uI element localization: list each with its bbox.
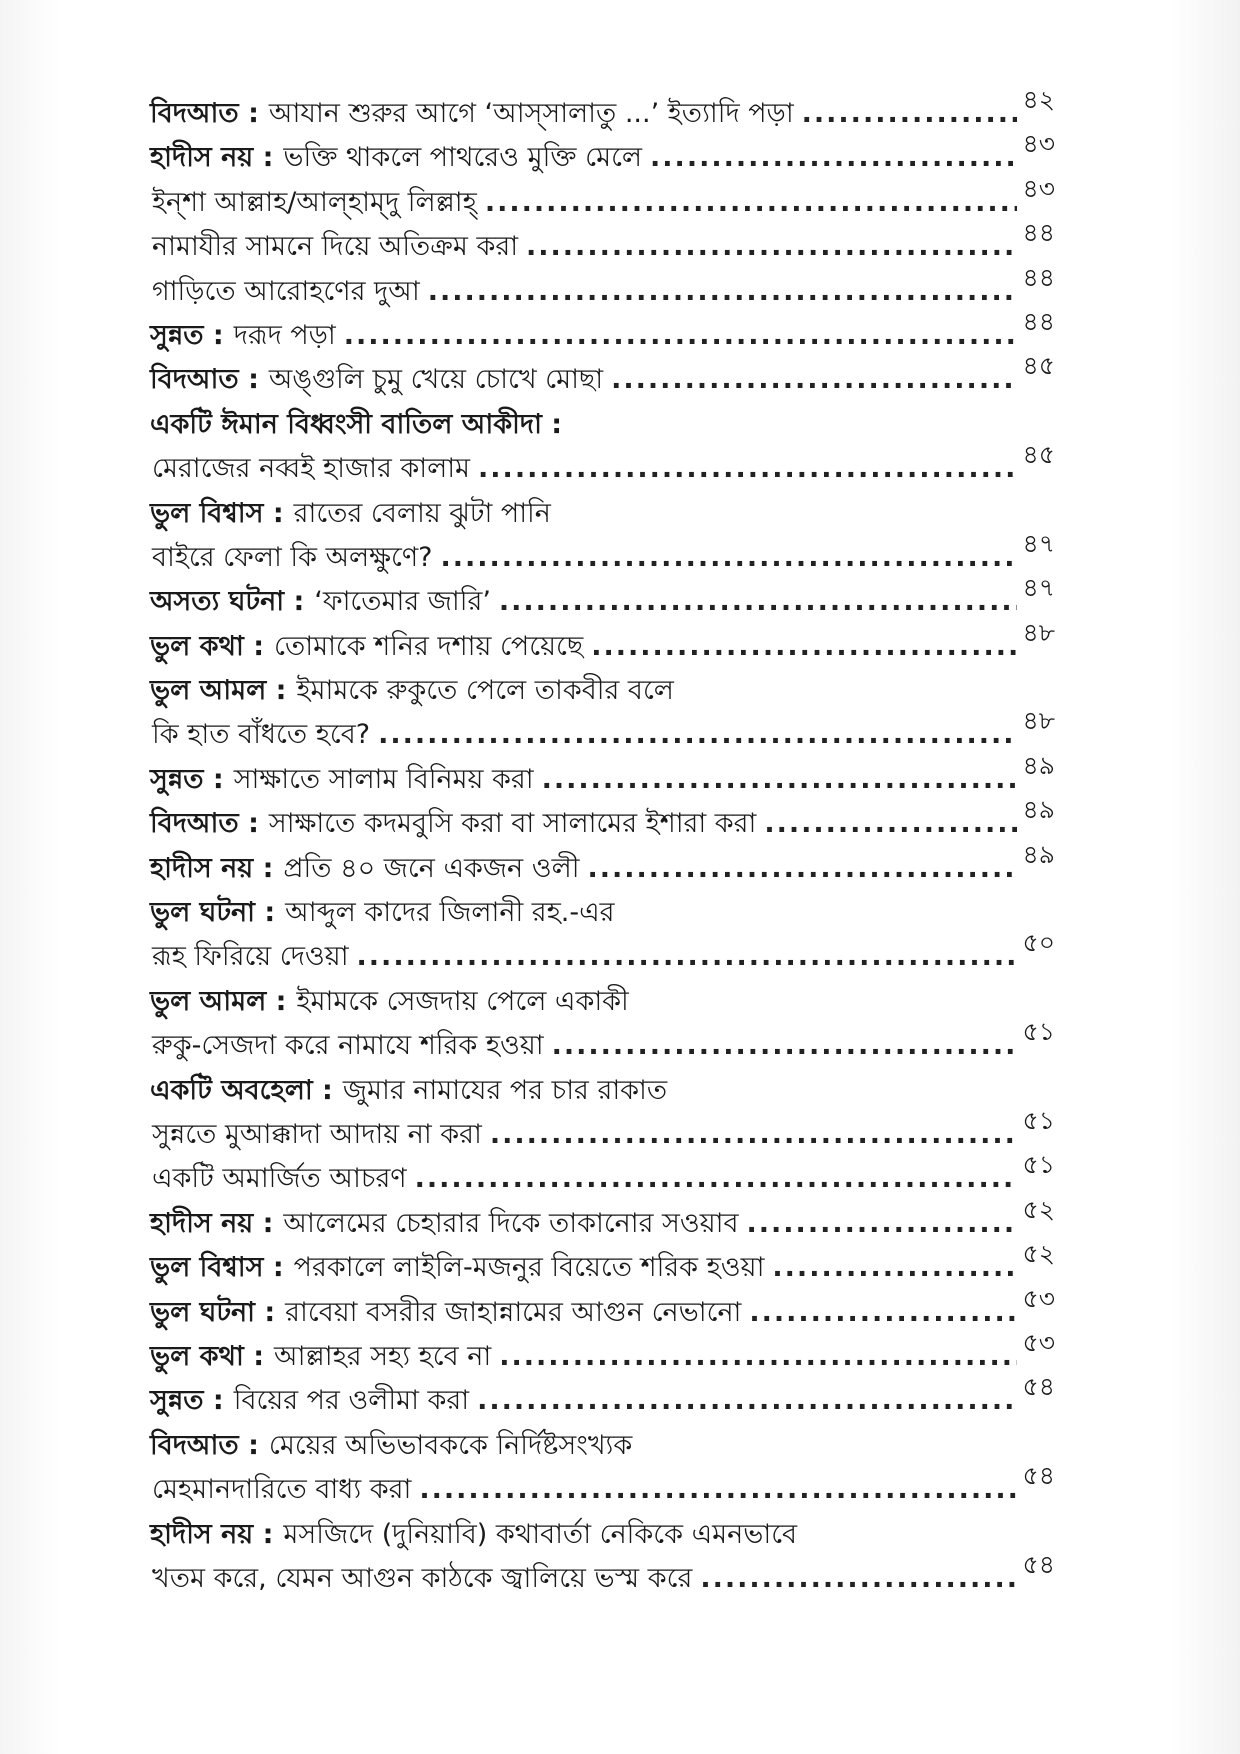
- dot-leader: [764, 802, 1016, 846]
- dot-leader: [485, 181, 1017, 225]
- toc-entry: [150, 129, 1055, 180]
- toc-page-number: ৫৪: [1022, 1372, 1055, 1402]
- toc-entry-label: সুন্নত :: [150, 319, 224, 351]
- toc-entry-title: মেরাজের নব্বই হাজার কালাম: [152, 453, 471, 485]
- toc-entry: [150, 1283, 1055, 1335]
- toc-entry-title: গাড়িতে আরোহণের দুআ: [152, 275, 420, 307]
- toc-entry: [150, 839, 1055, 891]
- toc-page-number: ৪৭: [1022, 573, 1055, 603]
- toc-entry-title: আব্দুল কাদের জিলানী রহ.-এর: [285, 897, 615, 929]
- toc-page-number: ৫৩: [1022, 1283, 1055, 1313]
- toc-entry: [150, 928, 1055, 979]
- toc-page-number: ৪৩: [1022, 173, 1055, 203]
- toc-entry: [150, 1372, 1055, 1423]
- toc-entry: [150, 1327, 1055, 1379]
- toc-page-number: ৪৪: [1022, 262, 1055, 292]
- toc-entry-title: একটি অমার্জিত আচরণ: [152, 1163, 407, 1195]
- toc-entry-label: ভুল ঘটনা :: [150, 1296, 276, 1328]
- toc-page-number: ৫২: [1022, 1194, 1055, 1224]
- toc-entry-title: রাবেয়া বসরীর জাহান্নামের আগুন নেভানো: [285, 1296, 742, 1328]
- toc-entry-label: বিদআত :: [150, 808, 259, 840]
- toc-entry: [150, 262, 1055, 314]
- toc-entry: [150, 1017, 1055, 1068]
- toc-entry-title: মসজিদে (দুনিয়াবি) কথাবার্তা নেকিকে এমনভাবে: [283, 1518, 798, 1550]
- toc-page-number: ৪৪: [1022, 218, 1055, 248]
- toc-entry: [150, 750, 1055, 802]
- dot-leader: [747, 1202, 1017, 1246]
- toc-entry-title: রুকু-সেজদা করে নামাযে শরিক হওয়া: [152, 1030, 544, 1062]
- toc-entry-label: একটি অবহেলা :: [150, 1074, 333, 1106]
- toc-page-number: ৪৯: [1022, 750, 1055, 780]
- toc-entry-label: ভুল বিশ্বাস :: [150, 1252, 284, 1284]
- toc-entry-label: ভুল আমল :: [150, 675, 287, 707]
- table-of-contents: [150, 85, 1055, 1601]
- toc-entry: [150, 795, 1055, 846]
- toc-page-number: ৫২: [1022, 1239, 1055, 1269]
- toc-entry: [150, 1150, 1055, 1201]
- toc-page-number: ৪৯: [1022, 839, 1055, 869]
- toc-entry-label: হাদীস নয় :: [150, 142, 274, 174]
- toc-entry-label: বিদআত :: [150, 98, 259, 129]
- toc-entry-title: আল্লাহর সহ্য হবে না: [274, 1340, 492, 1372]
- toc-entry-label: হাদীস নয় :: [150, 852, 274, 884]
- dot-leader: [552, 1024, 1017, 1068]
- dot-leader: [587, 847, 1016, 891]
- toc-entry: [150, 1461, 1055, 1512]
- toc-page-number: ৫১: [1022, 1017, 1055, 1047]
- dot-leader: [499, 580, 1017, 624]
- toc-entry: [150, 528, 1055, 580]
- toc-entry-label: একটি ঈমান বিধ্বংসী বাতিল আকীদা :: [150, 408, 563, 440]
- toc-entry: [150, 1069, 1055, 1113]
- toc-entry-label: হাদীস নয় :: [150, 1207, 274, 1239]
- toc-entry-label: সুন্নত :: [150, 763, 224, 795]
- toc-entry-title: জুমার নামাযের পর চার রাকাত: [342, 1074, 668, 1106]
- dot-leader: [749, 1291, 1016, 1335]
- toc-page-number: ৪৩: [1022, 129, 1055, 159]
- toc-entry-label: ভুল বিশ্বাস :: [150, 497, 284, 529]
- toc-entry-title: ‘ফাতেমার জারি’: [314, 586, 491, 618]
- toc-entry-label: ভুল কথা :: [150, 1340, 265, 1372]
- toc-page-number: ৫৪: [1022, 1461, 1055, 1491]
- toc-entry-title: দরূদ পড়া: [233, 319, 336, 351]
- toc-entry-label: ভুল আমল :: [150, 985, 287, 1017]
- toc-entry: [150, 980, 1055, 1024]
- toc-entry: [150, 1513, 1055, 1557]
- toc-page-number: ৫৪: [1022, 1549, 1055, 1579]
- toc-entry: [150, 1239, 1055, 1290]
- dot-leader: [477, 1379, 1016, 1423]
- toc-page-number: ৫১: [1022, 1150, 1055, 1180]
- dot-leader: [526, 225, 1017, 269]
- toc-entry-title: ভক্তি থাকলে পাথরেও মুক্তি মেলে: [283, 142, 643, 174]
- dot-leader: [611, 358, 1016, 402]
- toc-page-number: ৪৮: [1022, 617, 1055, 647]
- toc-entry-title: নামাযীর সামনে দিয়ে অতিক্রম করা: [152, 231, 519, 263]
- dot-leader: [499, 1335, 1016, 1379]
- toc-entry-title: বিয়ের পর ওলীমা করা: [233, 1385, 470, 1417]
- dot-leader: [428, 270, 1017, 314]
- toc-entry-label: ভুল ঘটনা :: [150, 897, 276, 929]
- toc-entry: [150, 1194, 1055, 1246]
- toc-entry-title: আযান শুরুর আগে ‘আস্‌সালাতু ...’ ইত্যাদি পড়া: [268, 98, 794, 129]
- dot-leader: [415, 1157, 1017, 1201]
- toc-entry: [150, 891, 1055, 935]
- toc-entry-title: খতম করে, যেমন আগুন কাঠকে জ্বালিয়ে ভস্ম করে: [152, 1562, 693, 1594]
- toc-page-number: ৫৩: [1022, 1327, 1055, 1357]
- toc-entry: [150, 492, 1055, 536]
- toc-entry: [150, 706, 1055, 757]
- toc-page-number: ৪৯: [1022, 795, 1055, 825]
- toc-entry: [150, 85, 1055, 136]
- toc-entry: [150, 306, 1055, 358]
- toc-entry-title: ইমামকে সেজদায় পেলে একাকী: [296, 985, 629, 1017]
- dot-leader: [591, 625, 1016, 669]
- toc-page-number: ৫১: [1022, 1105, 1055, 1135]
- toc-entry-title: প্রতি ৪০ জনে একজন ওলী: [283, 852, 580, 884]
- toc-entry-label: হাদীস নয় :: [150, 1518, 274, 1550]
- toc-entry-title: মেয়ের অভিভাবককে নির্দিষ্টসংখ্যক: [268, 1429, 633, 1461]
- toc-entry-title: কি হাত বাঁধতে হবে?: [152, 719, 371, 751]
- toc-entry-title: রাতের বেলায় ঝুটা পানি: [293, 497, 551, 529]
- dot-leader: [357, 935, 1017, 979]
- toc-entry-title: পরকালে লাইলি-মজনুর বিয়েতে শরিক হওয়া: [293, 1252, 765, 1284]
- toc-page-number: ৪৭: [1022, 528, 1055, 558]
- toc-page-number: ৪৮: [1022, 706, 1055, 736]
- toc-entry: [150, 218, 1055, 269]
- toc-entry-title: সাক্ষাতে কদমবুসি করা বা সালামের ইশারা করা: [268, 808, 757, 840]
- toc-entry: [150, 669, 1055, 713]
- toc-entry-title: মেহমানদারিতে বাধ্য করা: [152, 1474, 412, 1506]
- dot-leader: [478, 447, 1017, 491]
- toc-page-number: ৫০: [1022, 928, 1055, 958]
- dot-leader: [802, 92, 1017, 136]
- toc-entry-label: ভুল কথা :: [150, 630, 265, 662]
- toc-entry-label: বিদআত :: [150, 364, 259, 396]
- toc-page-number: ৪৫: [1022, 351, 1055, 381]
- toc-entry-title: অঙ্গুলি চুমু খেয়ে চোখে মোছা: [268, 364, 604, 396]
- dot-leader: [490, 1113, 1017, 1157]
- dot-leader: [542, 758, 1017, 802]
- toc-page-number: ৪২: [1022, 85, 1055, 114]
- toc-entry: [150, 351, 1055, 402]
- toc-entry-title: সুন্নতে মুআক্কাদা আদায় না করা: [152, 1118, 482, 1150]
- dot-leader: [378, 713, 1016, 757]
- toc-entry-title: সাক্ষাতে সালাম বিনিময় করা: [233, 763, 534, 795]
- toc-entry-title: ইন্‌শা আল্লাহ/আল্‌হাম্‌দু লিল্লাহ্‌: [152, 186, 477, 218]
- toc-entry-title: রূহ ফিরিয়ে দেওয়া: [152, 941, 349, 973]
- dot-leader: [700, 1557, 1016, 1601]
- toc-entry-label: অসত্য ঘটনা :: [150, 586, 305, 618]
- toc-entry-label: সুন্নত :: [150, 1385, 224, 1417]
- toc-entry: [150, 573, 1055, 624]
- toc-entry-title: তোমাকে শনির দশায় পেয়েছে: [274, 630, 584, 662]
- dot-leader: [344, 314, 1017, 358]
- toc-entry-title: বাইরে ফেলা কি অলক্ষুণে?: [152, 541, 433, 573]
- toc-entry: [150, 440, 1055, 491]
- toc-entry: [150, 403, 1055, 447]
- toc-entry: [150, 617, 1055, 669]
- dot-leader: [419, 1468, 1016, 1512]
- toc-page-number: ৪৫: [1022, 440, 1055, 470]
- toc-entry-title: আলেমের চেহারার দিকে তাকানোর সওয়াব: [283, 1207, 739, 1239]
- toc-page-number: ৪৪: [1022, 306, 1055, 336]
- toc-entry: [150, 1424, 1055, 1468]
- dot-leader: [650, 136, 1016, 180]
- toc-entry-title: ইমামকে রুকুতে পেলে তাকবীর বলে: [296, 675, 674, 707]
- toc-entry-label: বিদআত :: [150, 1429, 259, 1461]
- toc-entry: [150, 173, 1055, 225]
- toc-entry: [150, 1105, 1055, 1157]
- dot-leader: [440, 536, 1016, 580]
- toc-entry: [150, 1549, 1055, 1601]
- dot-leader: [772, 1246, 1016, 1290]
